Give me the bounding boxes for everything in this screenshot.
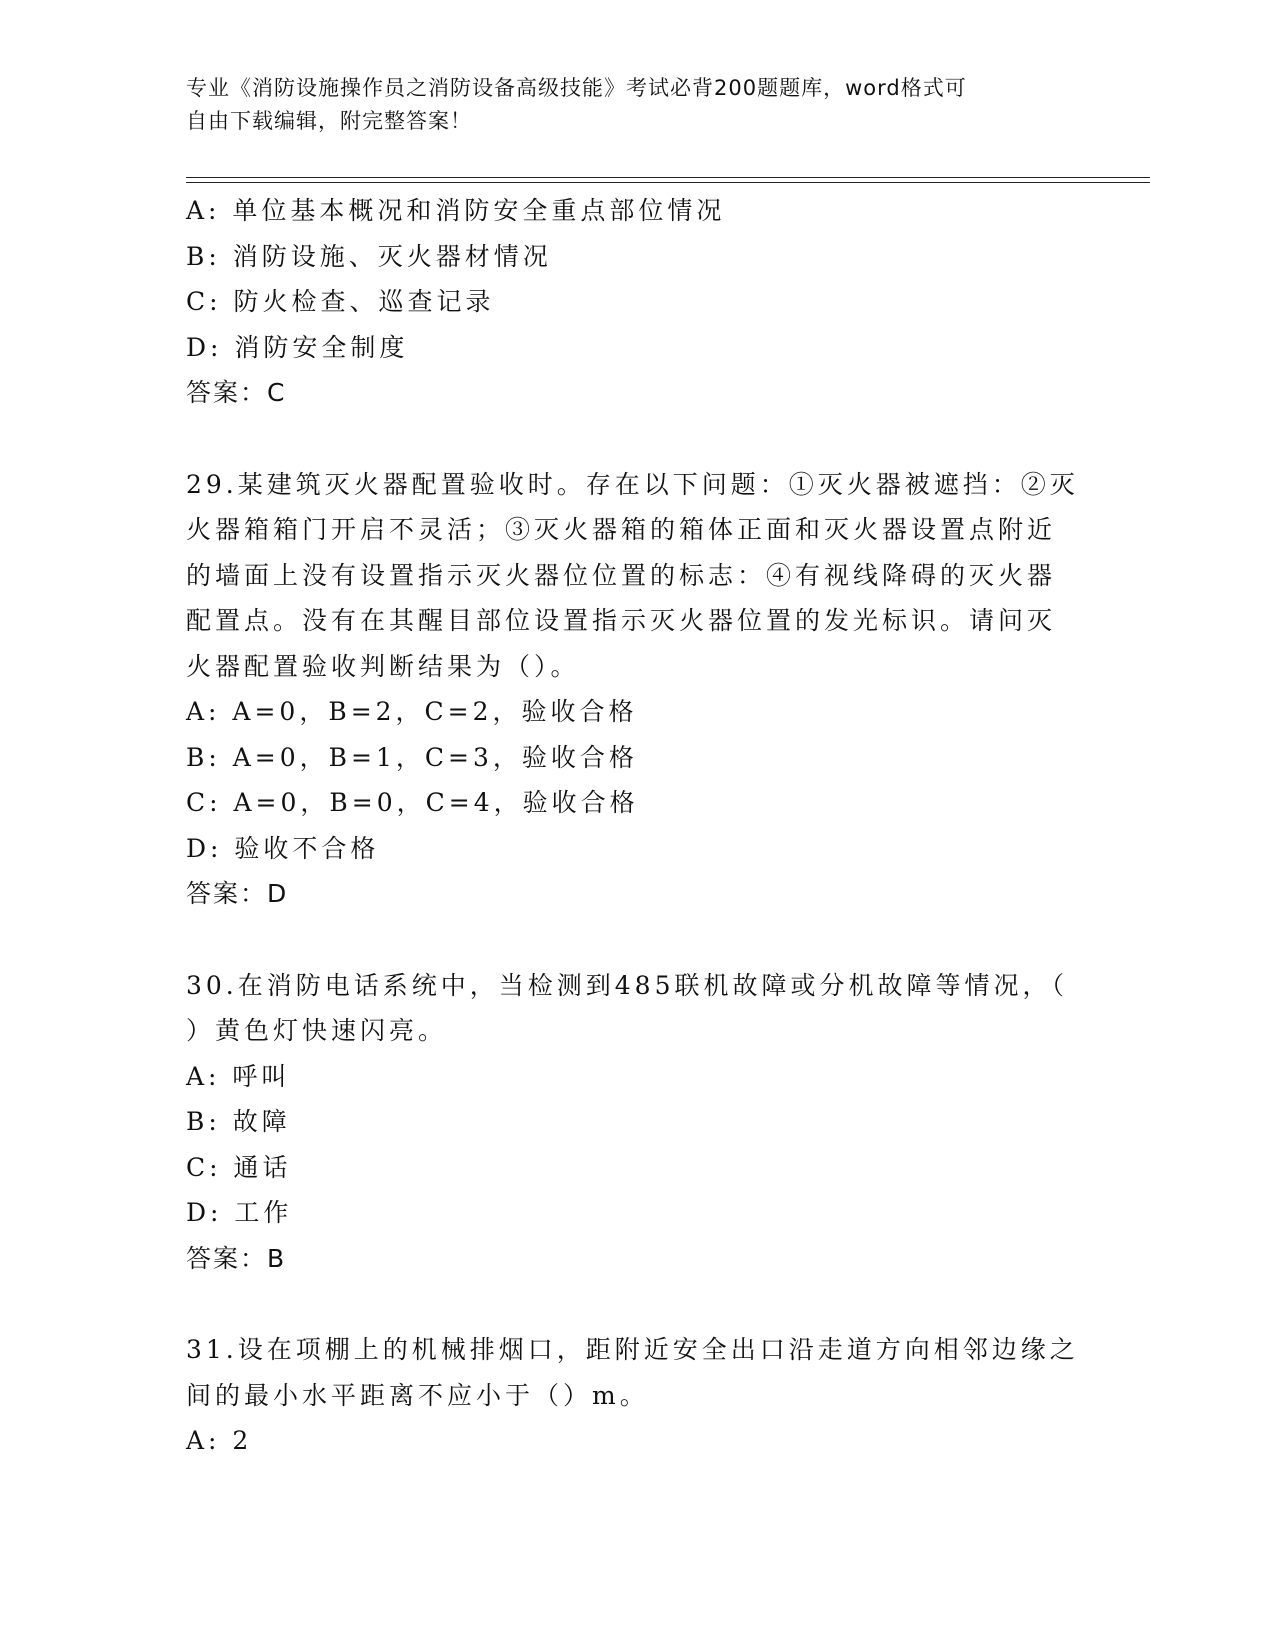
question-28 bbox=[186, 188, 1086, 416]
question-text-line: 29.某建筑灭火器配置验收时。存在以下问题：①灭火器被遮挡：②灭 bbox=[186, 469, 1079, 499]
question-text-line: 间的最小水平距离不应小于（）m。 bbox=[186, 1380, 649, 1410]
question-30 bbox=[186, 963, 1086, 1282]
option-c: C: 通话 bbox=[186, 1152, 292, 1182]
option-d: D: 工作 bbox=[186, 1198, 293, 1227]
header-line-1: 专业《消防设施操作员之消防设备高级技能》考试必背200题题库，word格式可 bbox=[186, 76, 967, 100]
header-line-2: 自由下载编辑，附完整答案！ bbox=[186, 109, 472, 133]
option-c: C: A=0，B=0，C=4，验收合格 bbox=[186, 788, 639, 817]
option-b: B: 消防设施、灭火器材情况 bbox=[186, 241, 552, 271]
header-divider-bottom bbox=[186, 182, 1150, 183]
option-a: A: 单位基本概况和消防安全重点部位情况 bbox=[186, 196, 726, 225]
question-text-line: 31.设在项棚上的机械排烟口，距附近安全出口沿走道方向相邻边缘之 bbox=[186, 1335, 1079, 1364]
question-29 bbox=[186, 462, 1086, 917]
question-text-line: 30.在消防电话系统中，当检测到485联机故障或分机故障等情况，（ bbox=[186, 970, 1068, 1000]
answer: 答案：B bbox=[186, 1243, 287, 1273]
header-divider-top bbox=[186, 177, 1150, 178]
question-text-line: 的墙面上没有设置指示灭火器位位置的标志：④有视线降碍的灭火器 bbox=[186, 560, 1057, 590]
option-b: B: 故障 bbox=[186, 1107, 291, 1136]
option-d: D: 消防安全制度 bbox=[186, 332, 409, 362]
option-d: D: 验收不合格 bbox=[186, 833, 380, 863]
question-text-line: ）黄色灯快速闪亮。 bbox=[186, 1016, 448, 1045]
question-text-line: 火器箱箱门开启不灵活；③灭火器箱的箱体正面和灭火器设置点附近 bbox=[186, 515, 1057, 544]
question-31 bbox=[186, 1327, 1086, 1464]
answer: 答案：D bbox=[186, 879, 289, 908]
question-text-line: 配置点。没有在其醒目部位设置指示灭火器位置的发光标识。请问灭 bbox=[186, 606, 1057, 635]
document-header bbox=[186, 72, 1066, 138]
option-a: A: 呼叫 bbox=[186, 1061, 291, 1091]
option-b: B: A=0，B=1，C=3，验收合格 bbox=[186, 742, 638, 772]
option-a: A: 2 bbox=[186, 1426, 253, 1455]
option-a: A: A=0，B=2，C=2，验收合格 bbox=[186, 697, 638, 726]
question-text-line: 火器配置验收判断结果为（）。 bbox=[186, 651, 580, 681]
question-content bbox=[186, 188, 1086, 1464]
answer: 答案：C bbox=[186, 378, 287, 407]
option-c: C: 防火检查、巡查记录 bbox=[186, 287, 495, 316]
